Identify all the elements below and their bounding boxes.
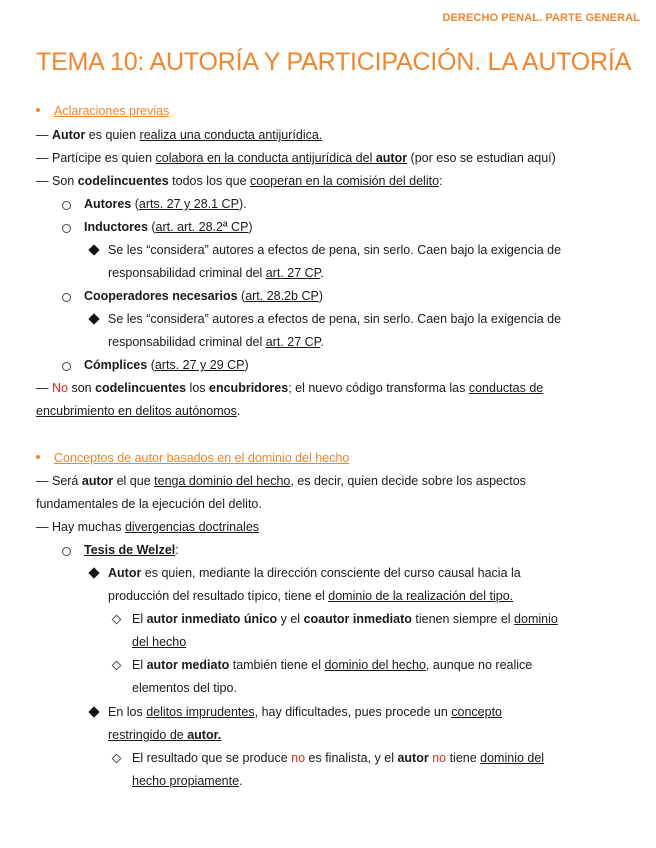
underlined-text: hecho propiamente xyxy=(132,774,240,788)
text: ( xyxy=(131,197,139,211)
list-item-cooperadores xyxy=(84,289,323,303)
text: ) xyxy=(318,289,324,303)
underlined-text: tenga dominio del hecho xyxy=(154,474,291,488)
text: responsabilidad criminal del xyxy=(108,335,266,349)
outline-diamond-bullet-icon xyxy=(112,615,122,625)
outline-diamond-bullet-icon xyxy=(112,754,122,764)
underlined-text: dominio del xyxy=(480,751,545,765)
underlined-text: restringido de xyxy=(108,728,188,742)
circle-bullet-icon xyxy=(62,362,71,371)
paragraph-line xyxy=(36,381,543,395)
text: . xyxy=(239,774,243,788)
section-heading-aclaraciones xyxy=(36,104,169,118)
list-item-autores xyxy=(84,197,247,211)
text: ( xyxy=(147,220,156,234)
text: es quien xyxy=(85,128,140,142)
text: Son xyxy=(51,174,78,188)
underlined-text: encubrimiento en delitos autónomos xyxy=(36,404,237,418)
text: El xyxy=(132,658,147,672)
bold-text: codelincuentes xyxy=(95,381,187,395)
text: . xyxy=(320,266,324,280)
sub-sub-item-line xyxy=(132,612,558,626)
list-item-complices xyxy=(84,358,249,372)
sub-sub-item-line xyxy=(132,658,532,672)
text: El xyxy=(132,612,147,626)
underlined-text: conductas de xyxy=(468,381,544,395)
underlined-text: colabora en la conducta antijurídica del xyxy=(155,151,373,165)
underlined-bold-text: Tesis de Welzel xyxy=(84,543,176,557)
underlined-text: dominio del hecho xyxy=(324,658,426,672)
paragraph-line xyxy=(36,151,556,165)
text: , aunque no realice xyxy=(425,658,533,672)
underlined-text: art. 27 CP xyxy=(265,266,321,280)
list-item-inductores xyxy=(84,220,253,234)
section-heading-text: Aclaraciones previas xyxy=(54,104,170,118)
circle-bullet-icon xyxy=(62,293,71,302)
sub-item-line xyxy=(108,705,502,719)
text: En los xyxy=(108,705,147,719)
bold-text: Autores xyxy=(84,197,132,211)
underlined-text: cooperan en la comisión del delito xyxy=(250,174,440,188)
sub-item-line xyxy=(108,566,521,580)
bold-text: Cooperadores necesarios xyxy=(84,289,238,303)
text: y el xyxy=(277,612,304,626)
text: es finalista, y el xyxy=(305,751,398,765)
sub-sub-item-line xyxy=(132,774,243,788)
text: . xyxy=(320,335,324,349)
underlined-text: divergencias doctrinales xyxy=(124,520,260,534)
sub-item-line: Se les “considera” autores a efectos de pena, sin serlo. Caen bajo la exigencia de xyxy=(108,243,562,257)
list-item-welzel xyxy=(84,543,179,557)
dash: — xyxy=(36,128,52,142)
underlined-text: arts. 27 y 28.1 CP xyxy=(138,197,239,211)
bold-text: autor mediato xyxy=(146,658,230,672)
bold-text: autor xyxy=(81,474,114,488)
sub-sub-item-line xyxy=(132,635,186,649)
underlined-text: dominio xyxy=(514,612,558,626)
section-heading-text: Conceptos de autor basados en el dominio del hecho xyxy=(54,451,350,465)
bold-text: Autor xyxy=(108,566,142,580)
underlined-text: dominio de la realización del tipo. xyxy=(328,589,514,603)
bold-text: autor xyxy=(372,151,408,165)
bold-text: codelincuentes xyxy=(77,174,169,188)
bold-text: Inductores xyxy=(84,220,148,234)
text: , es decir, quien decide sobre los aspectos xyxy=(290,474,526,488)
text: ( xyxy=(147,358,155,372)
text: : xyxy=(175,543,179,557)
text: (por eso se estudian aquí) xyxy=(407,151,556,165)
sub-sub-item-line: elementos del tipo. xyxy=(132,681,237,695)
sub-item-line xyxy=(108,335,324,349)
text: Hay muchas xyxy=(51,520,125,534)
text: ; el nuevo código transforma las xyxy=(288,381,469,395)
underlined-text: art. 28.2b CP xyxy=(245,289,319,303)
dash: — xyxy=(36,174,52,188)
text: es quien, mediante la dirección consciente del curso causal hacia la xyxy=(141,566,521,580)
sub-item-line xyxy=(108,728,221,742)
diamond-bullet-icon xyxy=(88,313,99,324)
underlined-text: concepto xyxy=(451,705,503,719)
dash: — xyxy=(36,381,52,395)
text: ) xyxy=(248,220,253,234)
text: . xyxy=(236,404,241,418)
circle-bullet-icon xyxy=(62,547,71,556)
bold-text: autor inmediato único xyxy=(146,612,278,626)
bold-text: encubridores xyxy=(209,381,289,395)
sub-item-line xyxy=(108,589,513,603)
circle-bullet-icon xyxy=(62,224,71,233)
sub-item-line: Se les “considera” autores a efectos de pena, sin serlo. Caen bajo la exigencia de xyxy=(108,312,562,326)
bullet-icon xyxy=(36,455,40,459)
text: también tiene el xyxy=(229,658,325,672)
diamond-bullet-icon xyxy=(88,567,99,578)
underlined-text: del hecho xyxy=(132,635,187,649)
text: todos los que xyxy=(168,174,251,188)
text: ( xyxy=(237,289,246,303)
bold-text: Autor xyxy=(51,128,86,142)
red-text: no xyxy=(432,751,447,765)
underlined-text: delitos imprudentes xyxy=(146,705,255,719)
text: producción del resultado típico, tiene el xyxy=(108,589,329,603)
text: el que xyxy=(113,474,155,488)
diamond-bullet-icon xyxy=(88,706,99,717)
circle-bullet-icon xyxy=(62,201,71,210)
text: los xyxy=(186,381,210,395)
bold-text: autor xyxy=(397,751,429,765)
running-header: DERECHO PENAL. PARTE GENERAL xyxy=(442,12,640,24)
sub-sub-item-line xyxy=(132,751,544,765)
dash: — xyxy=(36,474,52,488)
text: ) xyxy=(244,358,249,372)
section-heading-dominio xyxy=(36,451,349,465)
text: El resultado que se produce xyxy=(132,751,292,765)
bold-text: coautor inmediato xyxy=(303,612,412,626)
text: son xyxy=(67,381,96,395)
paragraph-line xyxy=(36,128,322,142)
underlined-text: arts. 27 y 29 CP xyxy=(154,358,245,372)
underlined-text: art. 27 CP xyxy=(265,335,321,349)
paragraph-line: fundamentales de la ejecución del delito. xyxy=(36,497,262,511)
text: tienen siempre el xyxy=(411,612,515,626)
paragraph-line xyxy=(36,520,259,534)
red-text: No xyxy=(51,381,68,395)
dash: — xyxy=(36,520,52,534)
bold-text: Cómplices xyxy=(84,358,148,372)
paragraph-line xyxy=(36,404,240,418)
text: Será xyxy=(51,474,82,488)
underlined-bold-text: autor. xyxy=(187,728,222,742)
outline-diamond-bullet-icon xyxy=(112,661,122,671)
underlined-text: art. art. 28.2ª CP xyxy=(155,220,249,234)
dash: — xyxy=(36,151,52,165)
text: : xyxy=(439,174,443,188)
paragraph-line xyxy=(36,174,443,188)
text: Partícipe es quien xyxy=(51,151,156,165)
paragraph-line xyxy=(36,474,526,488)
diamond-bullet-icon xyxy=(88,244,99,255)
sub-item-line xyxy=(108,266,324,280)
underlined-text: realiza una conducta antijurídica. xyxy=(139,128,323,142)
text: tiene xyxy=(446,751,481,765)
red-text: no xyxy=(291,751,306,765)
page-title: TEMA 10: AUTORÍA Y PARTICIPACIÓN. LA AUTORÍA xyxy=(36,48,632,76)
text: responsabilidad criminal del xyxy=(108,266,266,280)
text: ). xyxy=(238,197,247,211)
bullet-icon xyxy=(36,108,40,112)
text: , hay dificultades, pues procede un xyxy=(254,705,452,719)
